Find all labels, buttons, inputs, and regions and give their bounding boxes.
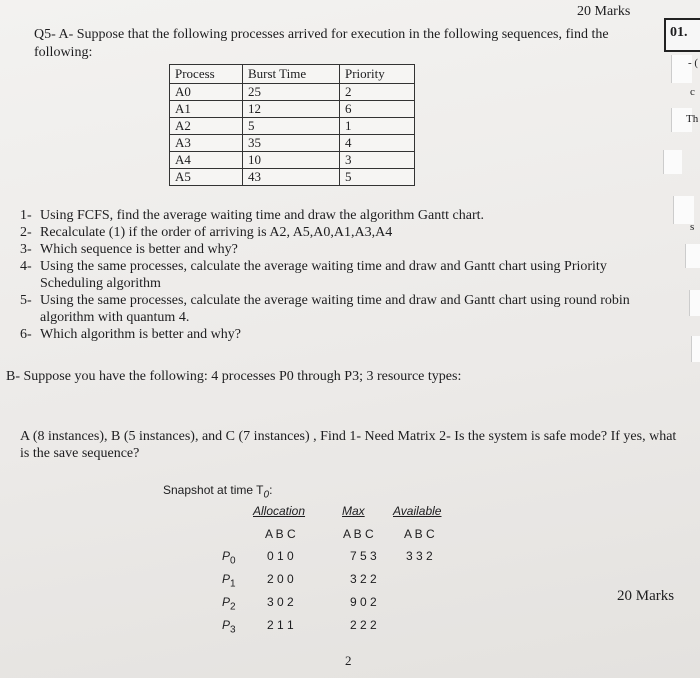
adjacent-page-text: s [690, 221, 695, 233]
max-subheader: A B C [343, 527, 374, 541]
adjacent-page-text: - ( [688, 57, 699, 69]
list-item-number: 2- [20, 225, 32, 240]
table-cell: 4 [340, 135, 415, 152]
available-value: 3 3 2 [406, 549, 433, 563]
table-cell: A5 [170, 169, 243, 186]
process-label: $P_3$ [222, 618, 236, 636]
allocation-value: 3 0 2 [267, 595, 294, 609]
list-item [20, 292, 670, 326]
adjacent-page-fragment [691, 336, 700, 362]
max-value: 9 0 2 [350, 595, 377, 609]
allocation-value: 2 1 1 [267, 618, 294, 632]
table-cell: 1 [340, 118, 415, 135]
available-header: Available [393, 504, 442, 518]
max-header: Max [342, 504, 365, 518]
page-number: 2 [345, 653, 352, 668]
process-table [169, 64, 415, 186]
adjacent-page-fragment [685, 244, 700, 268]
table-cell: 35 [243, 135, 340, 152]
table-row [170, 101, 415, 118]
process-label: $P_1$ [222, 572, 236, 590]
table-header-row [170, 65, 415, 84]
marks-label-top: 20 Marks [577, 4, 631, 19]
list-item-text: Using the same processes, calculate the average waiting time and draw and Gantt chart using round robin algorithm with quantum 4. [40, 293, 630, 325]
list-item-text: Recalculate (1) if the order of arriving is A2, A5,A0,A1,A3,A4 [40, 225, 393, 240]
allocation-value: 0 1 0 [267, 549, 294, 563]
table-cell: 10 [243, 152, 340, 169]
process-label: $P_0$ [222, 549, 236, 567]
adjacent-page-fragment [663, 150, 682, 174]
adjacent-page-fragment [673, 196, 694, 224]
table-cell: 3 [340, 152, 415, 169]
adjacent-page-text: Th [686, 113, 699, 125]
list-item-number: 4- [20, 259, 32, 274]
snapshot-title: Snapshot at time $T_0$: [163, 483, 273, 501]
max-value: 7 5 3 [350, 549, 377, 563]
list-item [20, 207, 670, 224]
list-item-text: Which sequence is better and why? [40, 242, 238, 257]
list-item [20, 241, 670, 258]
marks-label-bottom: 20 Marks [617, 588, 675, 604]
max-value: 3 2 2 [350, 572, 377, 586]
allocation-header: Allocation [253, 504, 306, 518]
table-cell: A4 [170, 152, 243, 169]
table-row [170, 169, 415, 186]
max-value: 2 2 2 [350, 618, 377, 632]
part-b-title: B- Suppose you have the following: 4 processes P0 through P3; 3 resource types: [6, 369, 462, 384]
table-row [170, 118, 415, 135]
list-item-number: 5- [20, 293, 32, 308]
list-item [20, 224, 670, 241]
list-item-number: 6- [20, 327, 32, 342]
table-cell: 2 [340, 84, 415, 101]
table-cell: 6 [340, 101, 415, 118]
table-row [170, 152, 415, 169]
list-item-text: Using the same processes, calculate the average waiting time and draw and Gantt chart using Priority Scheduling algorithm [40, 259, 607, 291]
adjacent-page-text: c [690, 86, 695, 98]
question-title: Q5- A- Suppose that the following processes arrived for execution in the following sequences, find the following: [34, 27, 609, 60]
allocation-value: 2 0 0 [267, 572, 294, 586]
snapshot-title-subscript: 0 [263, 489, 270, 501]
list-item [20, 258, 670, 292]
table-cell: 5 [243, 118, 340, 135]
process-label: $P_2$ [222, 595, 236, 613]
available-subheader: A B C [404, 527, 435, 541]
list-item-number: 1- [20, 208, 32, 223]
part-b-description: A (8 instances), B (5 instances), and C (7 instances) , Find 1- Need Matrix 2- Is the system is safe mode? If yes, what is the save sequence? [20, 429, 677, 461]
list-item [20, 326, 670, 343]
allocation-subheader: A B C [265, 527, 296, 541]
table-cell: 12 [243, 101, 340, 118]
table-cell: A3 [170, 135, 243, 152]
list-item-number: 3- [20, 242, 32, 257]
list-item-text: Which algorithm is better and why? [40, 327, 241, 342]
table-cell: A2 [170, 118, 243, 135]
list-item-text: Using FCFS, find the average waiting time and draw the algorithm Gantt chart. [40, 208, 485, 223]
table-row [170, 84, 415, 101]
column-header: Priority [340, 65, 415, 84]
table-row [170, 135, 415, 152]
adjacent-page-fragment: 01. [664, 18, 700, 52]
column-header: Process [170, 65, 243, 84]
table-cell: 5 [340, 169, 415, 186]
table-cell: A1 [170, 101, 243, 118]
task-list [20, 207, 670, 343]
table-cell: A0 [170, 84, 243, 101]
table-cell: 43 [243, 169, 340, 186]
column-header: Burst Time [243, 65, 340, 84]
table-cell: 25 [243, 84, 340, 101]
adjacent-page-fragment [689, 290, 700, 316]
